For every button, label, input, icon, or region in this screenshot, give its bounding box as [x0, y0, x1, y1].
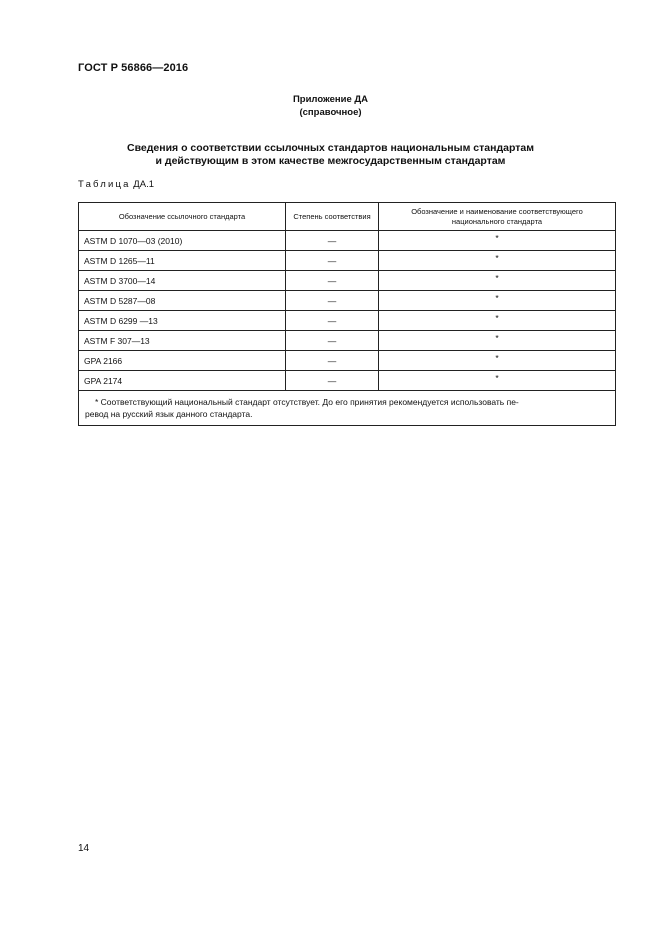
cell-degree: — — [286, 331, 379, 351]
section-heading-line2: и действующим в этом качестве межгосударственным стандартам — [155, 155, 506, 167]
annex-title: Приложение ДА — [292, 94, 369, 105]
footnote-star: * — [495, 332, 499, 343]
cell-degree: — — [286, 291, 379, 311]
cell-degree: — — [286, 231, 379, 251]
header-designation: Обозначение ссылочного стандарта — [79, 203, 286, 231]
footnote-star: * — [495, 292, 499, 303]
table-footnote-row — [79, 391, 616, 426]
cell-degree: — — [286, 271, 379, 291]
footnote-star: * — [495, 352, 499, 363]
cell-national — [379, 371, 616, 391]
table-row — [79, 231, 616, 251]
footnote-line2: ревод на русский язык данного стандарта. — [85, 409, 253, 419]
cell-national — [379, 251, 616, 271]
cell-national — [379, 331, 616, 351]
cell-national — [379, 231, 616, 251]
table-row — [79, 311, 616, 331]
table-row — [79, 371, 616, 391]
cell-degree: — — [286, 351, 379, 371]
table-caption-id: ДА.1 — [133, 179, 154, 190]
cell-designation: ASTM D 1265—11 — [79, 251, 286, 271]
cell-designation: ASTM D 1070—03 (2010) — [79, 231, 286, 251]
cell-designation: GPA 2166 — [79, 351, 286, 371]
cell-national — [379, 311, 616, 331]
cell-degree: — — [286, 371, 379, 391]
table-row — [79, 271, 616, 291]
header-national-standard: Обозначение и наименование соответствующего национального стандарта — [379, 203, 616, 231]
table-row — [79, 331, 616, 351]
cell-designation: ASTM F 307—13 — [79, 331, 286, 351]
footnote-star: * — [495, 272, 499, 283]
table-row — [79, 251, 616, 271]
footnote-star: * — [495, 252, 499, 263]
cell-designation: GPA 2174 — [79, 371, 286, 391]
cell-degree: — — [286, 251, 379, 271]
cell-degree: — — [286, 311, 379, 331]
footnote-star: * — [495, 232, 499, 243]
footnote-star: * — [495, 372, 499, 383]
cell-designation: ASTM D 3700—14 — [79, 271, 286, 291]
footnote-star: * — [495, 312, 499, 323]
footnote-line1: * Соответствующий национальный стандарт отсутствует. До его принятия рекомендуется использовать пе- — [95, 397, 519, 407]
annex-block — [0, 93, 661, 119]
cell-designation: ASTM D 6299 —13 — [79, 311, 286, 331]
table-caption — [78, 179, 154, 190]
page-number: 14 — [78, 843, 90, 854]
standards-table — [78, 202, 616, 426]
cell-national — [379, 271, 616, 291]
table-caption-word: Таблица — [78, 179, 131, 190]
document-code: ГОСТ Р 56866—2016 — [78, 62, 189, 74]
table-row — [79, 351, 616, 371]
table-header-row — [79, 203, 616, 231]
cell-national — [379, 291, 616, 311]
annex-note: (справочное) — [299, 107, 362, 118]
table-row — [79, 291, 616, 311]
cell-national — [379, 351, 616, 371]
table-footnote — [79, 391, 616, 426]
header-degree: Степень соответствия — [286, 203, 379, 231]
cell-designation: ASTM D 5287—08 — [79, 291, 286, 311]
section-heading-line1: Сведения о соответствии ссылочных стандартов национальным стандартам — [127, 142, 534, 154]
section-heading — [0, 142, 661, 168]
